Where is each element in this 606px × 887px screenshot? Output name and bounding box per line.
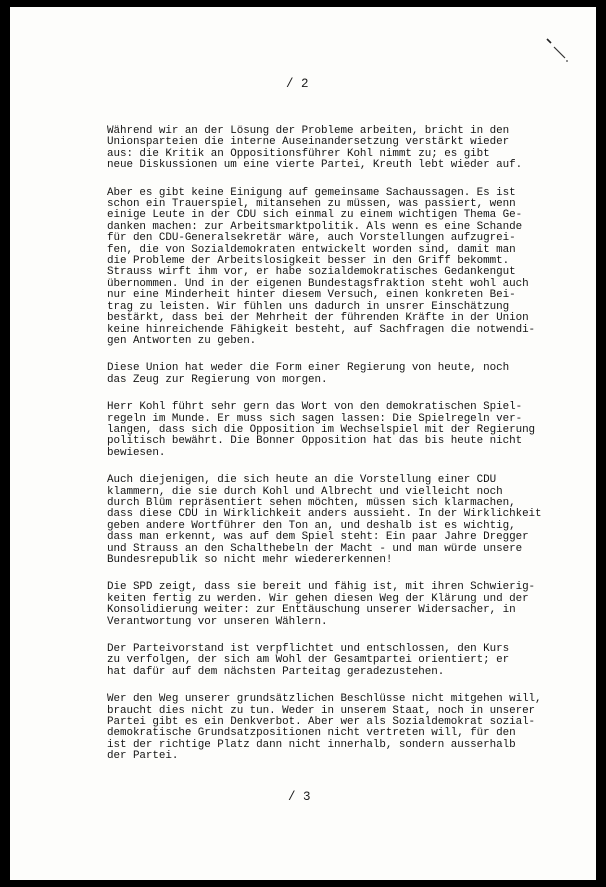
text-line: gen Antworten zu geben.	[107, 334, 257, 347]
text-line: trag zu leisten. Wir fühlen uns dadurch in unsrer Einschätzung	[107, 300, 510, 313]
text-line: nur eine Minderheit hinter diesem Versuch, einen konkreten Bei-	[107, 289, 516, 302]
text-line: regeln im Munde. Er muss sich sagen lassen: Die Spielregeln ver-	[107, 412, 523, 425]
text-line: geben andere Wortführer den Ton an, und deshalb ist es wichtig,	[107, 519, 516, 532]
text-line: durch Blüm repräsentiert sehen möchten, müssen sich klarmachen,	[107, 496, 516, 509]
paragraph	[107, 582, 587, 628]
text-line: hat dafür auf dem nächsten Parteitag geradezustehen.	[107, 665, 445, 678]
text-line: Der Parteivorstand ist verpflichtet und entschlossen, den Kurs	[107, 643, 510, 656]
text-line: übernommen. Und in der eigenen Bundestagsfraktion steht wohl auch	[107, 277, 529, 290]
text-line: und Strauss an den Schalthebeln der Macht - und man würde unsere	[107, 542, 523, 555]
text-line: langen, dass sich die Opposition im Wechselspiel mit der Regierung	[107, 423, 536, 436]
text-line: politisch bewährt. Die Bonner Opposition hat das bis heute nicht	[107, 435, 523, 448]
text-line: keiten fertig zu werden. Wir gehen diesen Weg der Klärung und der	[107, 592, 529, 605]
text-line: Aber es gibt keine Einigung auf gemeinsame Sachaussagen. Es ist	[107, 186, 516, 199]
text-line: dass man erkennt, was auf dem Spiel steht: Ein paar Jahre Dregger	[107, 531, 529, 544]
page-number-bottom: / 3	[288, 790, 311, 804]
text-line: Strauss wirft ihm vor, er habe sozialdemokratisches Gedankengut	[107, 266, 516, 279]
text-line: Unionsparteien die interne Auseinandersetzung verstärkt wieder	[107, 136, 510, 149]
text-line: dass diese CDU in Wirklichkeit anders aussieht. In der Wirklichkeit	[107, 508, 542, 521]
text-line: Verantwortung vor unseren Wählern.	[107, 615, 328, 628]
text-line: klammern, die sie durch Kohl und Albrecht und vielleicht noch	[107, 485, 503, 498]
text-line: Auch diejenigen, die sich heute an die Vorstellung einer CDU	[107, 474, 497, 487]
text-line: Herr Kohl führt sehr gern das Wort von den demokratischen Spiel-	[107, 401, 523, 414]
document-page	[10, 7, 596, 880]
pen-mark-icon	[545, 37, 569, 63]
text-line: für den CDU-Generalsekretär wäre, auch Vorstellungen aufzugrei-	[107, 232, 516, 245]
paragraph	[107, 363, 587, 386]
text-line: neue Diskussionen um eine vierte Partei, Kreuth lebt wieder auf.	[107, 159, 523, 172]
paragraph	[107, 402, 587, 459]
paragraph	[107, 126, 587, 172]
paragraph	[107, 475, 587, 566]
text-line: der Partei.	[107, 750, 179, 763]
text-line: Bundesrepublik so nicht mehr wiedererkennen!	[107, 554, 393, 566]
text-line: braucht dies nicht zu tun. Weder in unserem Staat, noch in unserer	[107, 704, 536, 717]
text-line: Während wir an der Lösung der Probleme arbeiten, bricht in den	[107, 125, 510, 137]
text-line: einige Leute in der CDU sich einmal zu einem wichtigen Thema Ge-	[107, 209, 523, 222]
text-line: die Probleme der Arbeitslosigkeit besser in den Griff bekommt.	[107, 255, 510, 268]
text-line: danken machen: zur Arbeitsmarktpolitik. Als wenn es eine Schande	[107, 220, 523, 233]
text-line: ist der richtige Platz dann nicht innerhalb, sondern ausserhalb	[107, 738, 516, 751]
paragraph	[107, 644, 587, 678]
body-text	[107, 126, 587, 779]
text-line: fen, die von Sozialdemokraten entwickelt worden sind, damit man	[107, 243, 516, 256]
text-line: aus: die Kritik an Oppositionsführer Kohl nimmt zu; es gibt	[107, 147, 490, 160]
text-line: Partei gibt es ein Denkverbot. Aber wer als Sozialdemokrat sozial-	[107, 716, 536, 729]
text-line: Wer den Weg unserer grundsätzlichen Beschlüsse nicht mitgehen will,	[107, 693, 542, 706]
text-line: das Zeug zur Regierung von morgen.	[107, 373, 328, 386]
text-line: Konsolidierung weiter: zur Enttäuschung unserer Widersacher, in	[107, 604, 516, 617]
text-line: zu verfolgen, der sich am Wohl der Gesamtpartei orientiert; er	[107, 654, 510, 667]
paragraph	[107, 188, 587, 348]
text-line: schon ein Trauerspiel, mitansehen zu müssen, was passiert, wenn	[107, 198, 516, 211]
text-line: Diese Union hat weder die Form einer Regierung von heute, noch	[107, 362, 510, 375]
page-number-top: / 2	[286, 77, 309, 91]
text-line: Die SPD zeigt, dass sie bereit und fähig ist, mit ihren Schwierig-	[107, 581, 536, 594]
text-line: keine hinreichende Fähigkeit besteht, auf Sachfragen die notwendi-	[107, 323, 536, 336]
paragraph	[107, 694, 587, 762]
text-line: demokratische Grundsatzpositionen nicht vertreten will, für den	[107, 727, 516, 740]
text-line: bestärkt, dass bei der Mehrheit der führenden Kräfte in der Union	[107, 312, 529, 325]
text-line: bewiesen.	[107, 446, 166, 459]
